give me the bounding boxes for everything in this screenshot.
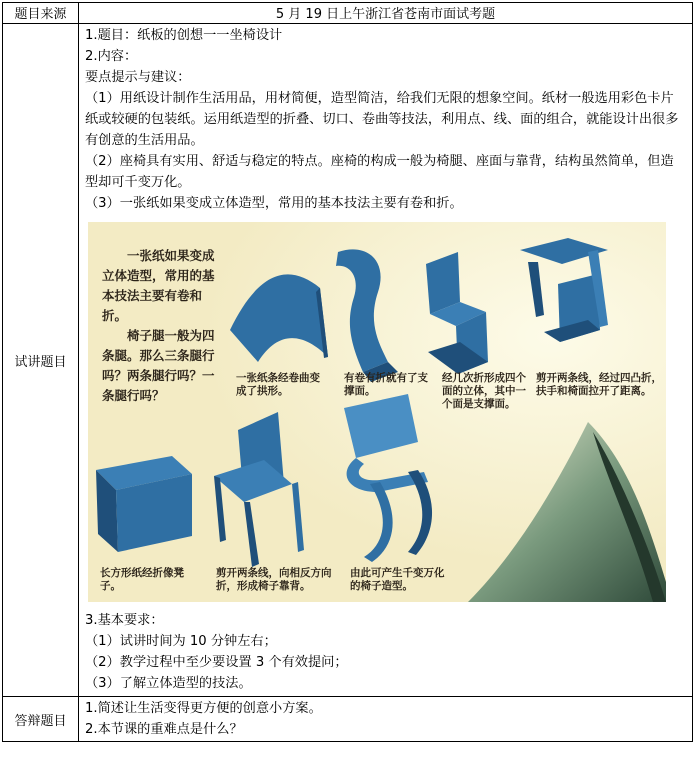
header-source-label: 题目来源 [3,3,79,24]
caption-chair-back: 剪开两条线，向相反方向折，形成椅子靠背。 [216,567,332,592]
requirement-2: （2）教学过程中至少要设置 3 个有效提问； [85,655,348,670]
caption-four-face: 经几次折形成四个面的立体，其中一个面是支撑面。 [442,372,526,410]
lecture-title: 1.题目：纸板的创想一一坐椅设计 [85,28,283,43]
paper-stool-icon [96,456,192,552]
caption-curl-fold: 有卷有折就有了支撑面。 [344,372,428,397]
defense-question-2: 2.本节课的重难点是什么？ [85,722,243,737]
defense-question-1: 1.简述让生活变得更方便的创意小方案。 [85,701,322,716]
figure-intro-p2: 椅子腿一般为四条腿。那么三条腿行吗？两条腿行吗？一条腿行吗？ [102,328,215,403]
tip-3: （3）一张纸如果变成立体造型，常用的基本技法主要有卷和折。 [85,196,463,211]
lecture-label: 试讲题目 [3,24,79,697]
lecture-row [3,24,693,697]
lecture-content [79,24,693,697]
tips-heading: 要点提示与建议： [85,70,191,85]
tip-2: （2）座椅具有实用、舒适与稳定的特点。座椅的构成一般为椅腿、座面与靠背，结构虽然简单，但造型却可千变万化。 [85,154,674,190]
header-row [3,3,693,24]
content-heading: 2.内容： [85,49,138,64]
exam-table [2,2,693,742]
defense-content [79,697,693,742]
figure-intro-p1: 一张纸如果变成立体造型，常用的基本技法主要有卷和折。 [102,248,215,323]
caption-arch: 一张纸条经卷曲变成了拱形。 [236,372,320,397]
requirements-heading: 3.基本要求： [85,613,164,628]
figure-intro-text [102,246,226,406]
defense-label: 答辩题目 [3,697,79,742]
paper-chair-figure [88,222,666,602]
caption-stool: 长方形纸经折像凳子。 [100,567,184,592]
caption-armchair: 剪开两条线，经过四凸折，扶手和椅面拉开了距离。 [536,372,662,397]
requirement-3: （3）了解立体造型的技法。 [85,676,252,691]
header-exam-title: 5 月 19 日上午浙江省苍南市面试考题 [79,3,693,24]
defense-row [3,697,693,742]
caption-variety: 由此可产生千变万化的椅子造型。 [350,567,445,592]
requirement-1: （1）试讲时间为 10 分钟左右； [85,634,277,649]
tip-1: （1）用纸设计制作生活用品，用材简便，造型简洁，给我们无限的想象空间。纸材一般选用彩色卡片纸或较硬的包装纸。运用纸造型的折叠、切口、卷曲等技法，利用点、线、面的组合，就能设计出很多有创意的生活用品。 [85,91,679,148]
